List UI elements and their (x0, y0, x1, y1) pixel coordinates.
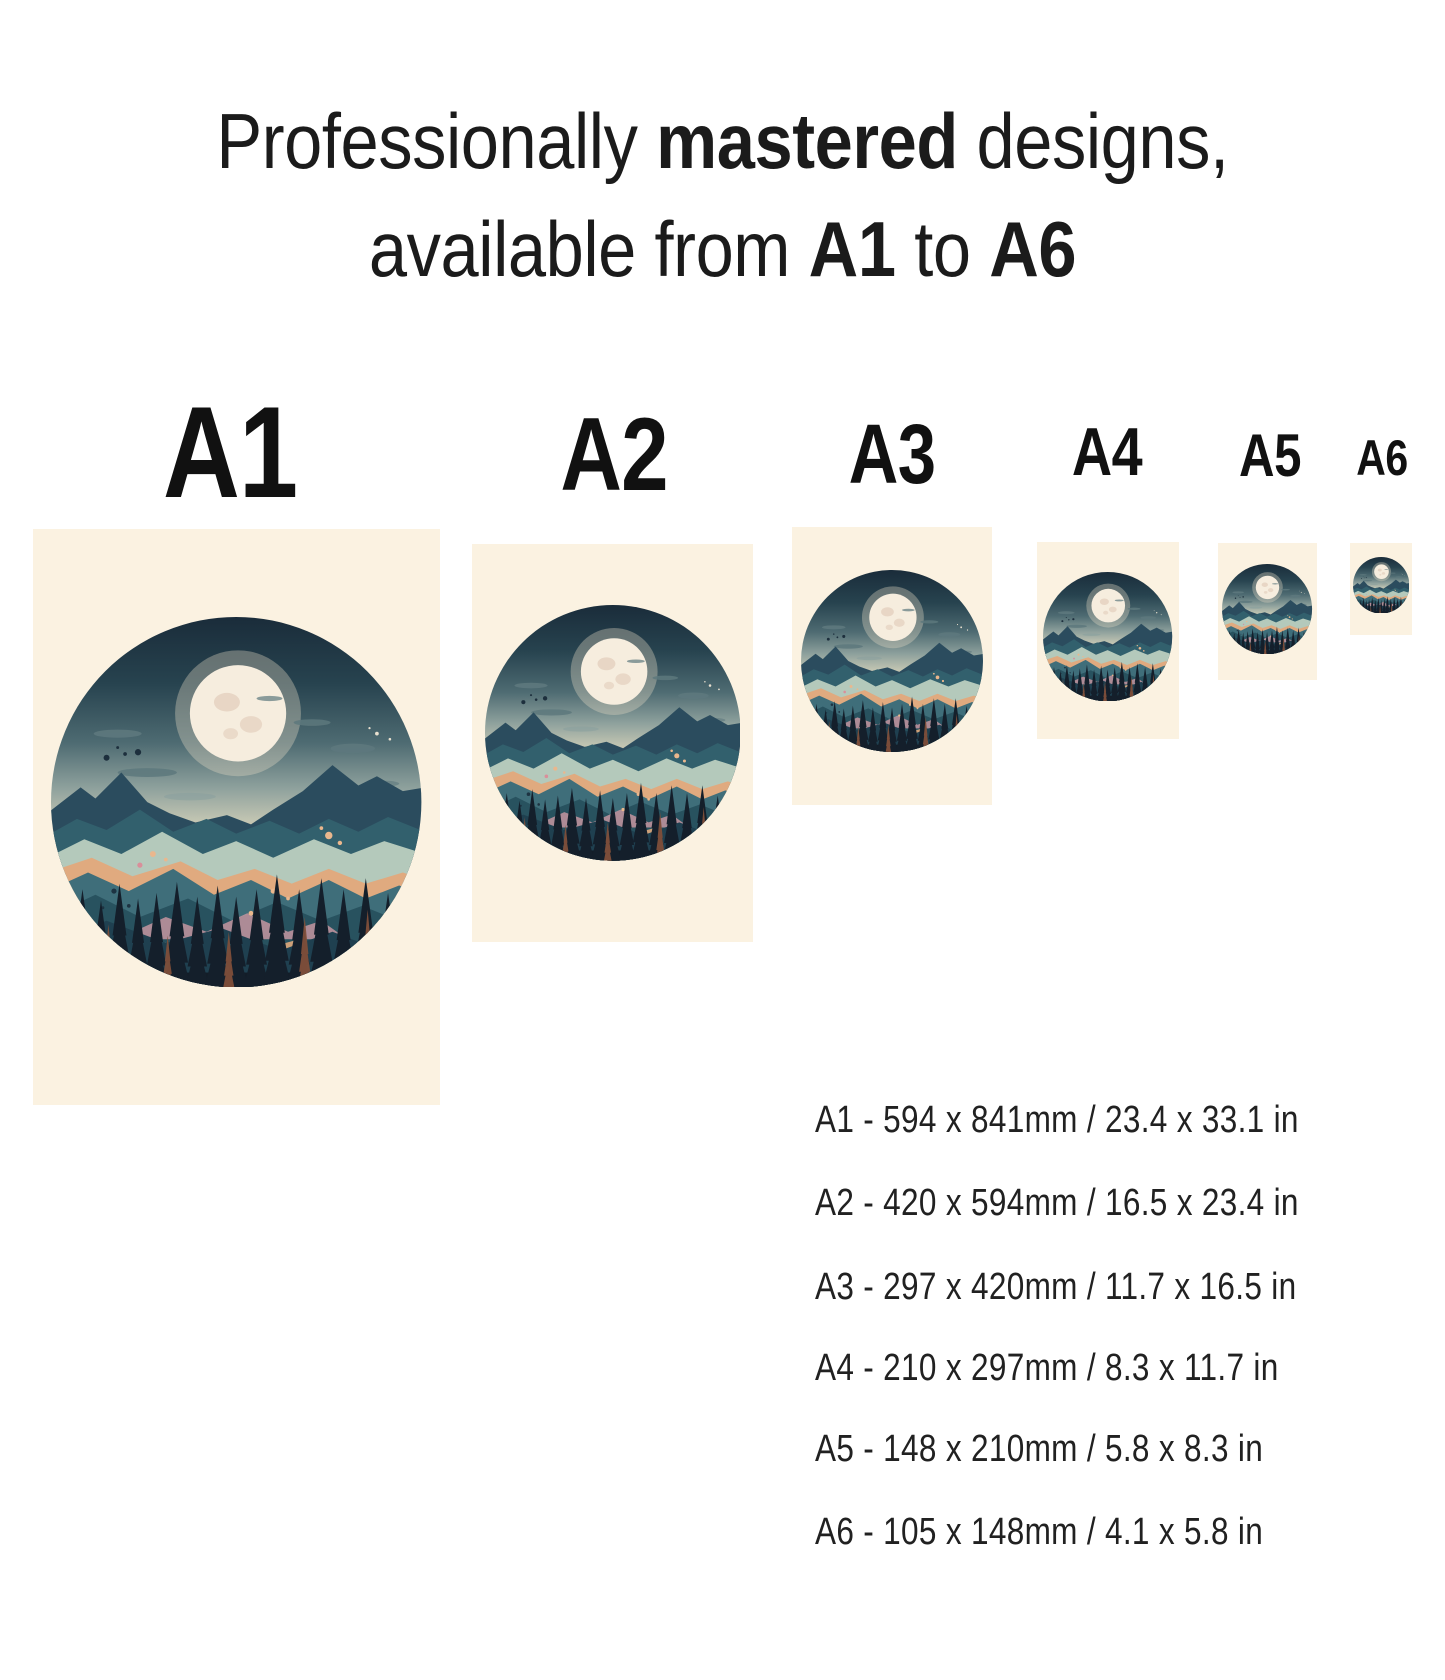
spec-line-a1: A1 - 594 x 841mm / 23.4 x 33.1 in (815, 1099, 1299, 1141)
spec-line-a6: A6 - 105 x 148mm / 4.1 x 5.8 in (815, 1511, 1264, 1553)
title-line1-pre: Professionally (216, 97, 657, 185)
poster-a1 (33, 529, 440, 1105)
title-line2-pre: available from (368, 205, 809, 293)
spec-line-a5: A5 - 148 x 210mm / 5.8 x 8.3 in (815, 1428, 1264, 1470)
mountain-moon-artwork-icon (1353, 557, 1409, 613)
mountain-moon-artwork-icon (801, 570, 983, 752)
size-label-a1: A1 (162, 379, 298, 525)
mountain-moon-artwork-icon (1222, 564, 1312, 654)
title-line2-bold-a6: A6 (989, 205, 1077, 293)
poster-a6 (1350, 543, 1412, 635)
title-line2-mid: to (895, 205, 990, 293)
mountain-moon-artwork-icon (485, 605, 741, 861)
page-title (0, 87, 1445, 303)
size-label-a3: A3 (848, 407, 936, 501)
spec-line-a4: A4 - 210 x 297mm / 8.3 x 11.7 in (815, 1347, 1279, 1389)
poster-a5 (1218, 543, 1317, 680)
size-label-a6: A6 (1356, 430, 1408, 486)
spec-line-a3: A3 - 297 x 420mm / 11.7 x 16.5 in (815, 1266, 1297, 1308)
title-line-1 (87, 87, 1359, 195)
poster-a3 (792, 527, 992, 805)
size-label-a2: A2 (560, 397, 668, 513)
poster-a2 (472, 544, 753, 942)
title-line2-bold-a1: A1 (808, 205, 896, 293)
poster-a4 (1037, 542, 1179, 739)
title-line1-bold: mastered (656, 97, 958, 185)
mountain-moon-artwork-icon (51, 617, 421, 987)
title-line1-post: designs, (957, 97, 1229, 185)
title-line-2 (87, 195, 1359, 303)
size-label-a4: A4 (1071, 414, 1143, 490)
spec-line-a2: A2 - 420 x 594mm / 16.5 x 23.4 in (815, 1182, 1299, 1224)
size-label-a5: A5 (1239, 422, 1301, 489)
mountain-moon-artwork-icon (1043, 572, 1172, 701)
